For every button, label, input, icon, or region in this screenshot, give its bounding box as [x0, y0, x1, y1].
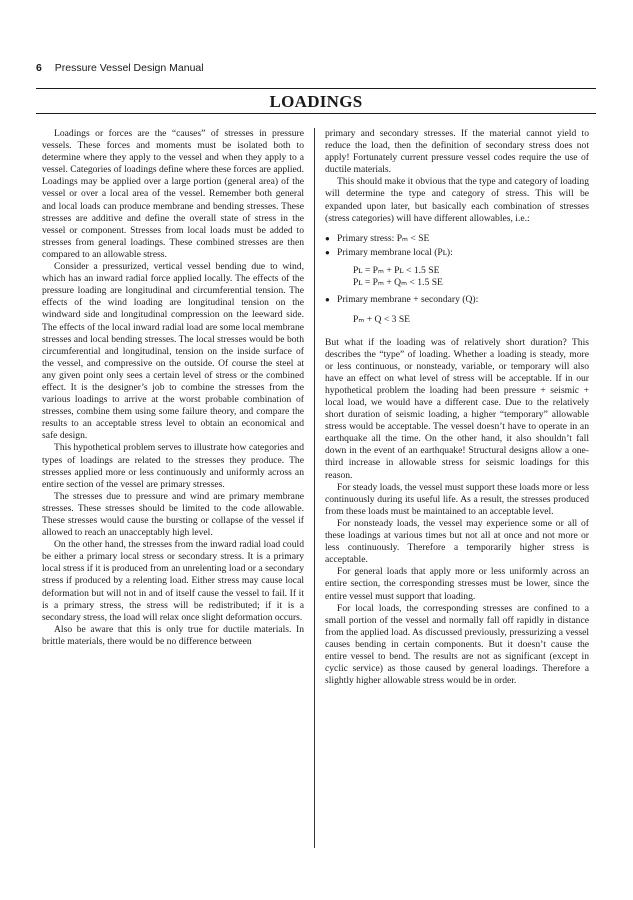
- equation-block: [325, 314, 589, 327]
- paragraph: Loadings or forces are the “causes” of stresses in pressure vessels. These forces and moments must be isolated both to determine where they apply to the vessel and when they apply to a vessel. Categories of loadings define where these forces are applied. Loadings may be applied over a large portion (general area) of the vessel or over a local area of the vessel. Remember both general and local loads can produce membrane and bending stresses. These stresses are additive and define the overall state of stress in the vessel or component. Stresses from local loads must be added to stresses from general loadings. These combined stresses are then compared to an allowable stress.: [42, 128, 304, 260]
- equation: Pₘ + Q < 3 SE: [353, 314, 411, 326]
- paragraph: For nonsteady loads, the vessel may experience some or all of these loadings at various times but not all at once and not more or less continuously. Therefore a temporarily higher stress is acceptable.: [325, 517, 589, 566]
- paragraph: This hypothetical problem serves to illustrate how categories and types of loadings are related to the stresses they produce. The stresses applied more or less continuously and uniformly across an entire section of the vessel are primary stresses.: [42, 442, 304, 490]
- paragraph: The stresses due to pressure and wind are primary membrane stresses. These stresses should be limited to the code allowable. These stresses would cause the bursting or collapse of the vessel if allowed to reach an unacceptably high level.: [42, 490, 304, 539]
- paragraph: Also be aware that this is only true for ductile materials. In brittle materials, there would be no difference between: [42, 623, 304, 647]
- stress-list: [325, 233, 589, 259]
- paragraph: But what if the loading was of relatively short duration? This describes the “type” of loading. Whether a loading is steady, more or less continuous, or nonsteady, variable, or temporary will also have an effect on what level of stress will be acceptable. If in our hypothetical problem the loading had been pressure + seismic + local load, we would have a different case. Due to the relatively short duration of seismic loading, a higher “temporary” allowable stress would be acceptable. The vessel doesn’t have to operate in an earthquake all the time. On the other hand, it also shouldn’t fall down in the event of an earthquake! Structural designs allow a one-third increase in allowable stress for seismic loadings for this reason.: [325, 336, 589, 481]
- left-column: [42, 128, 304, 648]
- equation: Pʟ = Pₘ + Qₘ < 1.5 SE: [353, 277, 443, 289]
- stress-list: [325, 294, 589, 306]
- list-item: ● Primary membrane + secondary (Q):: [325, 294, 589, 306]
- paragraph: On the other hand, the stresses from the inward radial load could be either a primary local stress or secondary stress. It is a primary local stress if it is produced from an unrelenting load or a secondary stress if produced by a relenting load. Either stress may cause local deformation but will not in and of itself cause the vessel to fail. If it is a primary stress, the stress will be redistributed; if it is a secondary stress, the load will relax once slight deformation occurs.: [42, 539, 304, 623]
- equation: Pʟ = Pₘ + Pʟ < 1.5 SE: [353, 264, 440, 276]
- paragraph: For local loads, the corresponding stresses are confined to a small portion of the vessel and normally fall off rapidly in distance from the applied load. As discussed previously, pressurizing a vessel causes bending in certain components. But it doesn’t cause the entire vessel to bend. The results are not as significant (except in cyclic service) as those caused by general loadings. Therefore a slightly higher allowable stress would be in order.: [325, 602, 589, 687]
- paragraph: This should make it obvious that the type and category of loading will determine the type and category of stress. This will be expanded upon later, but basically each combination of stresses (stress categories) will have different allowables, i.e.:: [325, 176, 589, 224]
- paragraph: Consider a pressurized, vertical vessel bending due to wind, which has an inward radial force applied locally. The effects of the pressure loading are longitudinal and circumferential tension. The effects of the wind loading are longitudinal tension on the windward side and longitudinal compression on the leeward side. The effects of the local inward radial load are some local membrane stresses and local bending stresses. The local stresses would be both circumferential and longitudinal, tension on the inside surface of the vessel, and compressive on the outside. Of course the steel at any given point only sees a certain level of stress or the combined effect. It is the designer’s job to combine the stresses from the various loadings to arrive at the worst probable combination of stresses, combine them using some failure theory, and compare the results to an acceptable stress level to obtain an economical and safe design.: [42, 261, 304, 442]
- running-head: [36, 62, 204, 74]
- column-divider: [314, 128, 315, 848]
- right-column: [325, 128, 589, 687]
- list-item: ● Primary stress: Pₘ < SE: [325, 233, 589, 245]
- section-heading: [36, 88, 596, 114]
- heading-rule-bottom: [36, 113, 596, 114]
- paragraph: primary and secondary stresses. If the material cannot yield to reduce the load, then the definition of secondary stress does not apply! Fortunately current pressure vessel codes require the use of ductile materials.: [325, 128, 589, 176]
- list-item: ● Primary membrane local (Pʟ):: [325, 247, 589, 259]
- paragraph: For general loads that apply more or less uniformly across an entire section, the corresponding stresses must be lower, since the entire vessel must support that loading.: [325, 566, 589, 602]
- equation-block: [325, 265, 589, 290]
- section-title: LOADINGS: [269, 92, 363, 111]
- book-title: Pressure Vessel Design Manual: [54, 62, 204, 74]
- page-number: 6: [36, 62, 42, 74]
- paragraph: For steady loads, the vessel must support these loads more or less continuously during its useful life. As a result, the stresses produced from these loads must be maintained to an acceptable level.: [325, 481, 589, 517]
